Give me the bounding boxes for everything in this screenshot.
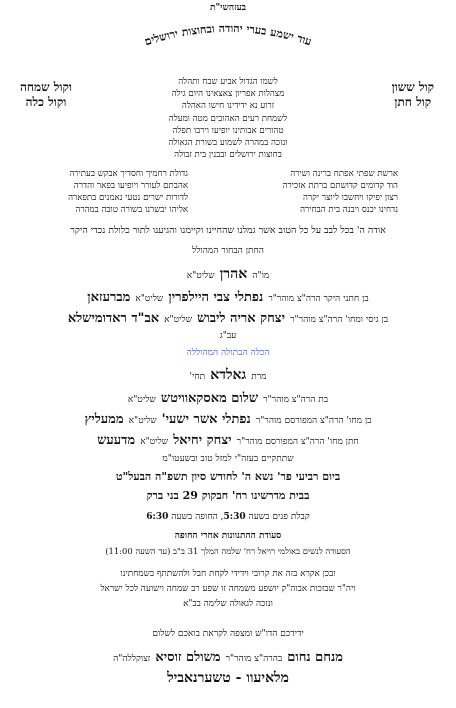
poem-center-line: לשמחת רעים האהובים מטה ומעלה bbox=[168, 113, 288, 124]
bride-name-line bbox=[6, 364, 450, 384]
poem-right-block bbox=[283, 168, 398, 216]
poem-line: גדולת רחמיך וחסדיך אבקש בעתירה bbox=[69, 169, 188, 179]
blessing-line-3: ונזכה לגאולה שלימה בב"א bbox=[183, 599, 273, 609]
bride-line2-suffix: שליט"א bbox=[128, 416, 157, 426]
signature-pre: ידידכם הדו"ש ומצפה לקראת בואכם לשלום bbox=[152, 629, 304, 639]
bride-father-name: שלום מאסקאוויטש bbox=[160, 391, 259, 406]
poem-center-line: ונזכה במהרה לשמוע בשורת הגאולה bbox=[168, 138, 288, 149]
groom-prefix: מו"ה bbox=[252, 271, 270, 281]
poem-line: לדורות ישרים נטעי נאמנים בתפארה bbox=[68, 193, 188, 203]
svg-text:עוד ישמע בערי יהודה ובחוצות יר bbox=[143, 22, 313, 48]
event-times bbox=[6, 511, 450, 522]
poem-line: אליהו יבשרנו בשורה טובה במהרה bbox=[75, 205, 188, 215]
side-left bbox=[20, 80, 72, 110]
event-date: ביום רביעי פר' נשא ה' לחודש סיון תשפ"ה הבעל"ט bbox=[115, 470, 341, 483]
bride-father-suffix: שליט"א bbox=[127, 395, 156, 405]
signature-name-mid: בהרה"צ מוהר"ר bbox=[225, 654, 283, 664]
side-left-bottom: וקול כלה bbox=[25, 95, 67, 109]
groom-grandfather-name: יצחק אריה ליבוש bbox=[197, 311, 285, 326]
poem-center-line: לשמו הגדול אביע שבח ותהלה bbox=[178, 77, 278, 87]
poem-left-block bbox=[68, 168, 188, 216]
poem-line: ארשת שפתי אפתח ברינה ושירה bbox=[290, 169, 398, 179]
reception-time: 5:30 bbox=[223, 512, 246, 522]
event-venue: בבית מדרשינו רח' חבקוק 29 בני ברק bbox=[146, 489, 310, 502]
arch-text: עוד ישמע בערי יהודה ובחוצות ירושלים bbox=[142, 21, 314, 49]
bride-line3-suffix: שליט"א bbox=[140, 437, 169, 447]
bride-line3-name: יצחק יחיאל bbox=[173, 433, 232, 448]
bride-line2-prefix: בן מחו' הרה"צ המפורסם מוהר"ר bbox=[255, 416, 372, 426]
side-left-top: וקול שמחה bbox=[20, 80, 72, 94]
groom-name: אהרן bbox=[219, 266, 248, 282]
chuppah-label: , החופה בשעה bbox=[171, 512, 224, 522]
poem-center-line: טהורים אבותינו יופיעו וירבו תפלה bbox=[172, 125, 284, 136]
bride-prefix: מרת bbox=[251, 372, 267, 382]
poem-line: רצון יפיקו ויחשבו ליוצר יקרה bbox=[302, 193, 398, 203]
groom-grandfather-title: אב"ד ראדומישלא bbox=[67, 311, 160, 326]
groom-father-line bbox=[6, 286, 450, 305]
poem-center-line: זרוע נא ידידינו חישו האהלה bbox=[181, 101, 275, 112]
signature-place: מלאיעוו - טשערנאביל bbox=[167, 670, 289, 686]
groom-son-of: בן חתני היקר הרה"צ מוהר"ר bbox=[268, 294, 369, 304]
groom-grandfather-line bbox=[6, 307, 450, 326]
bride-line2-place: ממעליץ bbox=[84, 412, 124, 427]
thanks-line: אודה ה' בכל לבב על כל הטוב אשר גמלנו שהחיינו וקיימנו והגיענו לתור כלולת נכדי היקר bbox=[70, 225, 386, 236]
ladies-meal: הסעודה לנשים באולמי רויאל רח' שלמה המלך 31 ב"ב (עד השעה 11:00) bbox=[105, 546, 351, 556]
groom-father-place: מברעזאן bbox=[87, 290, 131, 305]
bride-line3-place: מדעעש bbox=[97, 433, 136, 448]
side-right-bottom: קול חתן bbox=[394, 95, 432, 109]
reception-label: קבלת פנים בשעה bbox=[248, 512, 310, 522]
signature-father-name: משולם זוסיא bbox=[155, 650, 221, 665]
blessing-line-2: ויה"ר שבזכות אבוה"ק יושפע משמחה זו שפע רב שמחה וישועה לכל ישראל bbox=[100, 584, 356, 594]
with-line: עב"ג bbox=[219, 331, 237, 341]
poem-line: אהבתם לעורר ויופיעו בפאר והדרה bbox=[73, 181, 188, 191]
event-intro: שתתקיים בעזה"י למזל טוב ובשעטו"מ bbox=[162, 454, 294, 464]
poem-line: הוד קדומים קדושתם ברתת אזכירה bbox=[282, 181, 398, 191]
bride-line2-name: נפתלי אשר ישעי' bbox=[161, 412, 251, 427]
groom-father-name: נפתלי צבי היילפרין bbox=[168, 290, 264, 305]
poem-center-line: מצהלות אפריון צאצאינו היום גילה bbox=[171, 89, 285, 100]
bride-name: גאלדא bbox=[210, 367, 247, 383]
dinner-note: סעודת ההתנוונות אחרי החופה bbox=[174, 531, 282, 541]
bride-line2 bbox=[6, 408, 450, 427]
side-right bbox=[392, 80, 434, 110]
bride-line3 bbox=[6, 429, 450, 448]
header-bsd: בעזהשי"ת bbox=[209, 3, 247, 13]
bride-title: הכלה הבתולה המהוללה bbox=[186, 348, 270, 358]
groom-grandfather-prefix: בן גיסי ומחו' הרה"צ מוהר"ר bbox=[290, 315, 389, 325]
chuppah-time: 6:30 bbox=[146, 512, 169, 522]
bride-father-line bbox=[6, 387, 450, 406]
blessing-line-1: ובכן אקרא בזה את קרובי וידידי לקחת חבל ולהשתתף בשמחתינו bbox=[120, 569, 336, 579]
groom-suffix: שליט"א bbox=[186, 271, 215, 281]
side-right-top: קול ששון bbox=[391, 80, 434, 94]
poem-line: נדחינו יכנס ויבנה בית הבחירה bbox=[300, 205, 398, 215]
groom-grandfather-suffix: שליט"א bbox=[164, 315, 193, 325]
groom-title: החתן הבחור המהולל bbox=[192, 246, 264, 256]
signature-name-end: זצוקללה"ה bbox=[113, 654, 151, 664]
signature-name-line bbox=[6, 646, 450, 665]
bride-suffix: תחי' bbox=[189, 372, 206, 382]
poem-center bbox=[130, 76, 326, 161]
bride-line3-prefix: חתן מחו' הרה"צ המפורסם מוהר"ר bbox=[236, 437, 359, 447]
signature-name-start: מנחם נחום bbox=[287, 650, 343, 665]
groom-name-line bbox=[6, 263, 450, 283]
bride-daughter-of: בת הרה"צ מוהר"ר bbox=[263, 395, 329, 405]
groom-father-suffix: שליט"א bbox=[135, 294, 164, 304]
poem-center-line: בחוצות ירושלים ובבנין בית זבולה bbox=[174, 150, 282, 161]
